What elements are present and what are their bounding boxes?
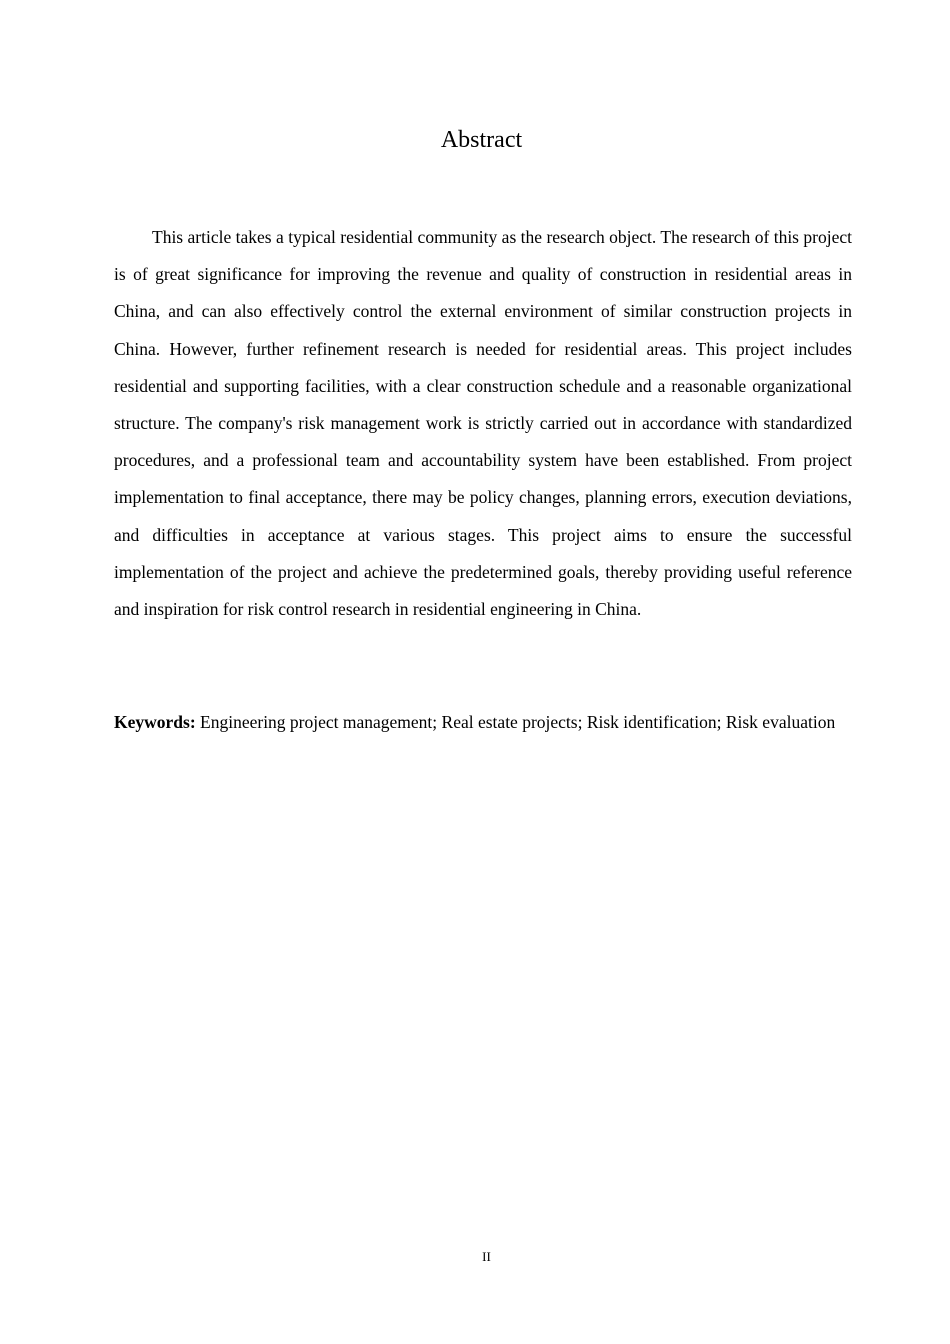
page-title: Abstract (440, 127, 523, 153)
abstract-paragraph: This article takes a typical residential community as the research object. The research of this project is of great significance for improving the revenue and quality of construction in residential areas in China, and can also effectively control the external environment of similar construction projects in China. However, further refinement research is needed for residential areas. This project includes residential and supporting facilities, with a clear construction schedule and a reasonable organizational structure. The company's risk management work is strictly carried out in accordance with standardized procedures, and a professional team and accountability system have been established. From project implementation to final acceptance, there may be policy changes, planning errors, execution deviations, and difficulties in acceptance at various stages. This project aims to ensure the successful implementation of the project and achieve the predetermined goals, thereby providing useful reference and inspiration for risk control research in residential engineering in China. (114, 227, 852, 620)
page-number: II (482, 1249, 491, 1264)
keywords-text: Engineering project management; Real estate projects; Risk identification; Risk evaluation (200, 712, 836, 732)
keywords-label: Keywords: (114, 712, 196, 732)
keywords-line (114, 705, 850, 740)
